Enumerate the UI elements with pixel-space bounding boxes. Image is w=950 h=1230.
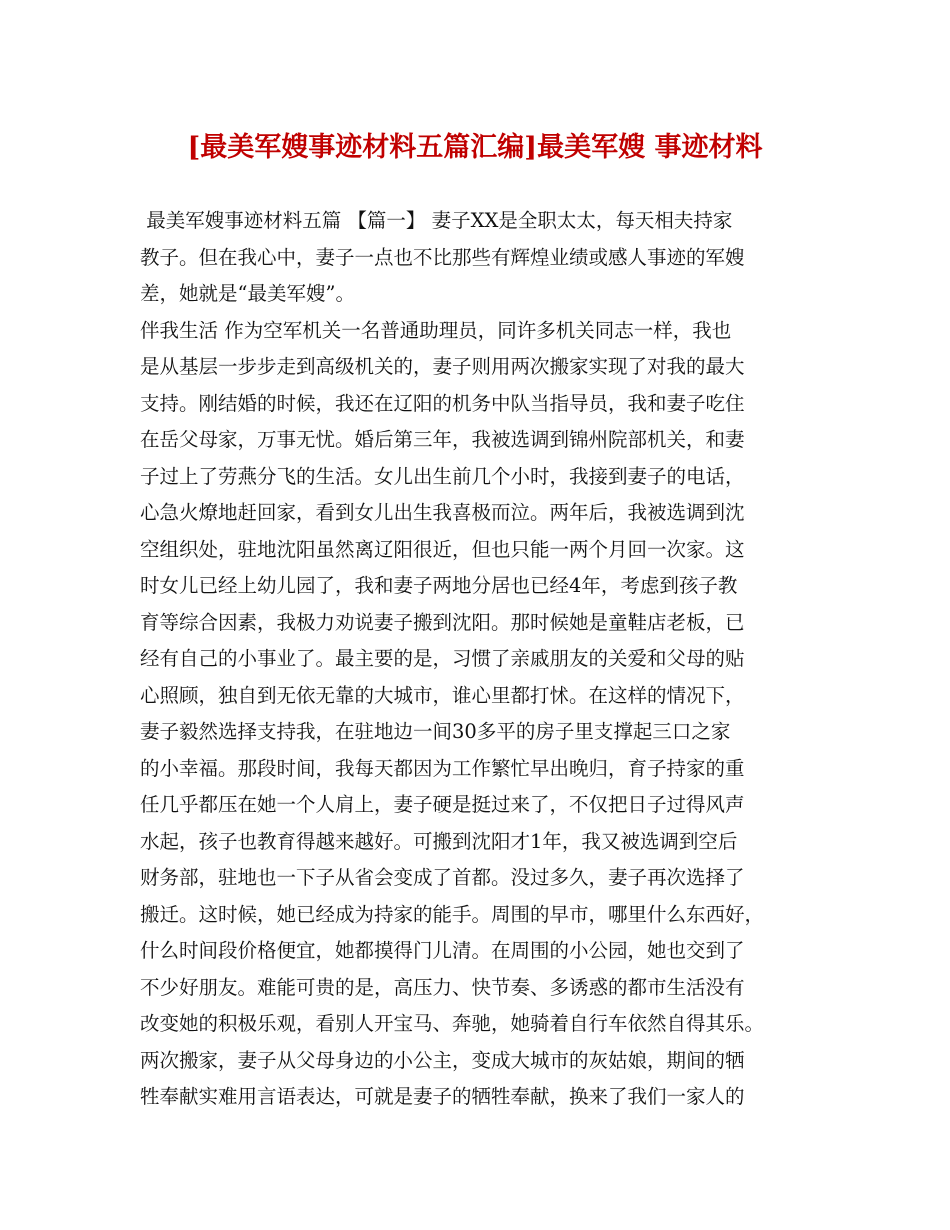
body-line: 差，她就是“最美军嫂”。 bbox=[140, 282, 355, 305]
body-line: 改变她的积极乐观，看别人开宝马、奔驰，她骑着自行车依然自得其乐。 bbox=[140, 1012, 765, 1035]
body-line: 搬迁。这时候，她已经成为持家的能手。周围的早市，哪里什么东西好， bbox=[140, 902, 765, 926]
document-title: [最美军嫂事迹材料五篇汇编]最美军嫂 事迹材料 bbox=[187, 132, 763, 163]
body-line: 支持。刚结婚的时候，我还在辽阳的机务中队当指导员，我和妻子吃住 bbox=[140, 391, 745, 415]
body-line: 不少好朋友。难能可贵的是，高压力、快节奏、多诱惑的都市生活没有 bbox=[140, 975, 745, 999]
body-line: 牲奉献实难用言语表达，可就是妻子的牺牲奉献，换来了我们一家人的 bbox=[140, 1085, 745, 1108]
body-line: 水起，孩子也教育得越来越好。可搬到沈阳才1年，我又被选调到空后 bbox=[140, 829, 738, 853]
body-line: 是从基层一步步走到高级机关的，妻子则用两次搬家实现了对我的最大 bbox=[140, 355, 745, 378]
body-line: 教子。但在我心中，妻子一点也不比那些有辉煌业绩或感人事迹的军嫂 bbox=[140, 245, 745, 269]
body-line: 财务部，驻地也一下子从省会变成了首都。没过多久，妻子再次选择了 bbox=[140, 866, 745, 889]
body-line: 育等综合因素，我极力劝说妻子搬到沈阳。那时候她是童鞋店老板，已 bbox=[140, 610, 745, 634]
body-line: 任几乎都压在她一个人肩上，妻子硬是挺过来了，不仅把日子过得风声 bbox=[140, 793, 745, 816]
body-line: 经有自己的小事业了。最主要的是，习惯了亲戚朋友的关爱和父母的贴 bbox=[140, 647, 745, 670]
body-line: 的小幸福。那段时间，我每天都因为工作繁忙早出晚归，育子持家的重 bbox=[140, 756, 745, 780]
document-body bbox=[140, 203, 830, 1116]
body-line: 在岳父母家，万事无忧。婚后第三年，我被选调到锦州院部机关，和妻 bbox=[140, 428, 745, 451]
body-line: 心照顾，独自到无依无靠的大城市，谁心里都打怵。在这样的情况下， bbox=[140, 683, 745, 707]
body-line: 心急火燎地赶回家，看到女儿出生我喜极而泣。两年后，我被选调到沈 bbox=[140, 501, 745, 524]
body-line: 伴我生活 作为空军机关一名普通助理员，同许多机关同志一样，我也 bbox=[140, 318, 732, 342]
body-line: 什么时间段价格便宜，她都摸得门儿清。在周围的小公园，她也交到了 bbox=[140, 939, 745, 962]
body-line: 两次搬家，妻子从父母身边的小公主，变成大城市的灰姑娘，期间的牺 bbox=[140, 1048, 745, 1072]
body-line: 妻子毅然选择支持我，在驻地边一间30多平的房子里支撑起三口之家 bbox=[140, 720, 731, 743]
body-line: 时女儿已经上幼儿园了，我和妻子两地分居也已经4年，考虑到孩子教 bbox=[140, 574, 738, 597]
body-line: 最美军嫂事迹材料五篇 【篇一】 妻子XX是全职太太，每天相夫持家 bbox=[140, 209, 733, 232]
body-line: 空组织处，驻地沈阳虽然离辽阳很近，但也只能一两个月回一次家。这 bbox=[140, 537, 745, 561]
body-line: 子过上了劳燕分飞的生活。女儿出生前几个小时，我接到妻子的电话， bbox=[140, 464, 745, 488]
